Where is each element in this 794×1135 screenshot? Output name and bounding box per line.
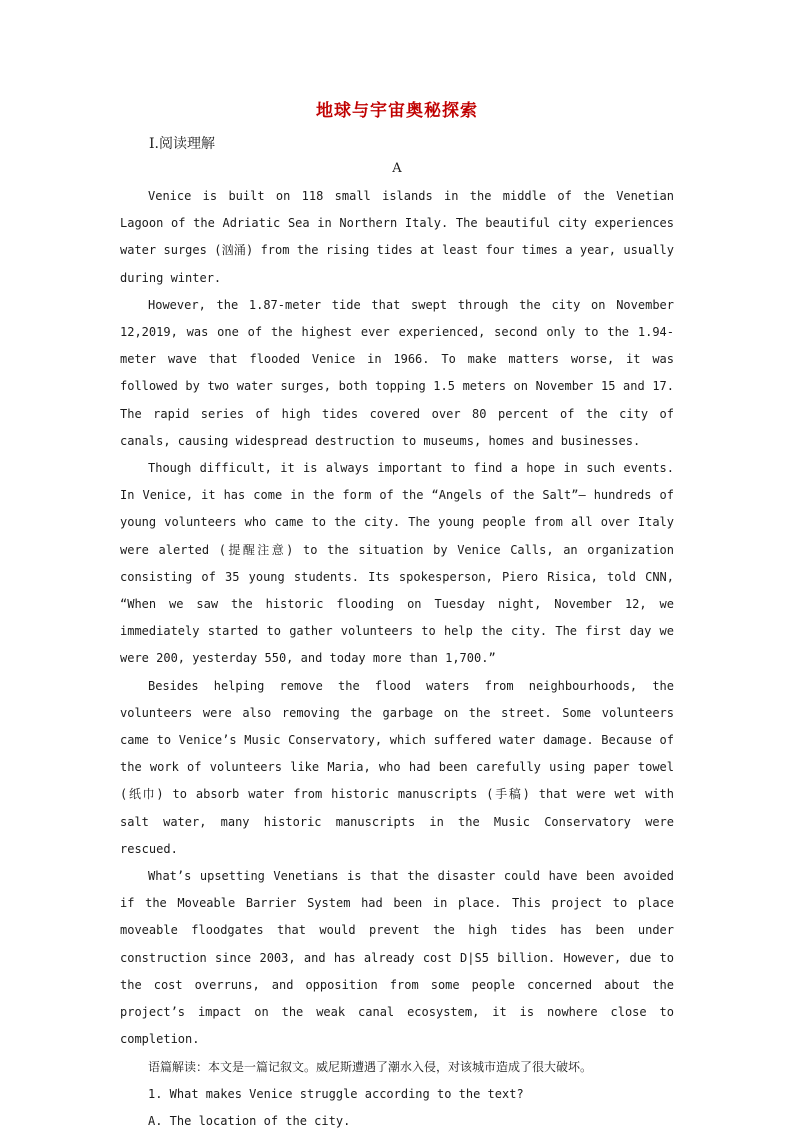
page-title: 地球与宇宙奥秘探索 [316,101,478,121]
passage-body [120,183,674,1135]
paragraph-1: Venice is built on 118 small islands in the middle of the Venetian Lagoon of the Adriatic Sea in Northern Italy. The beautiful city experiences water surges (汹涌) from the rising tides at least four times a year, usually during winter. [120,189,674,285]
paragraph-3: Though difficult, it is always important to find a hope in such events. In Venice, it has come in the form of the “Angels of the Salt”— hundreds of young volunteers who came to the city. The young people from all over Italy were alerted (提醒注意) to the situation by Venice Calls, an organization consisting of 35 young students. Its spokesperson, Piero Risica, told CNN, “When we saw the historic flooding on Tuesday night, November 12, we immediately started to gather volunteers to help the city. The first day we were 200, yesterday 550, and today more than 1,700.” [120,461,674,666]
question-1-option-a: A. The location of the city. [148,1113,351,1128]
paragraph-5: What’s upsetting Venetians is that the disaster could have been avoided if the Moveable Barrier System had been in place. This project to place moveable floodgates that would prevent the high tides has been under construction since 2003, and has already cost D|S5 billion. However, due to the cost overruns, and opposition from some people concerned about the project’s impact on the weak canal ecosystem, it is nowhere close to completion. [120,869,674,1047]
passage-analysis: 语篇解读：本文是一篇记叙文。威尼斯遭遇了潮水入侵，对该城市造成了很大破坏。 [148,1059,593,1074]
paragraph-4: Besides helping remove the flood waters from neighbourhoods, the volunteers were also removing the garbage on the street. Some volunteers came to Venice’s Music Conservatory, which suffered water damage. Because of the work of volunteers like Maria, who had been carefully using paper towel (纸巾) to absorb water from historic manuscripts (手稿) that were wet with salt water, many historic manuscripts in the Music Conservatory were rescued. [120,678,674,856]
section-heading: Ⅰ.阅读理解 [149,136,215,152]
question-1: 1. What makes Venice struggle according to the text? [148,1086,524,1101]
passage-label: A [392,161,402,176]
paragraph-2: However, the 1.87-meter tide that swept through the city on November 12,2019, was one of the highest ever experienced, second only to the 1.94-meter wave that flooded Venice in 1966. To make matters worse, it was followed by two water surges, both topping 1.5 meters on November 15 and 17. The rapid series of high tides covered over 80 percent of the city of canals, causing widespread destruction to museums, homes and businesses. [120,297,674,448]
